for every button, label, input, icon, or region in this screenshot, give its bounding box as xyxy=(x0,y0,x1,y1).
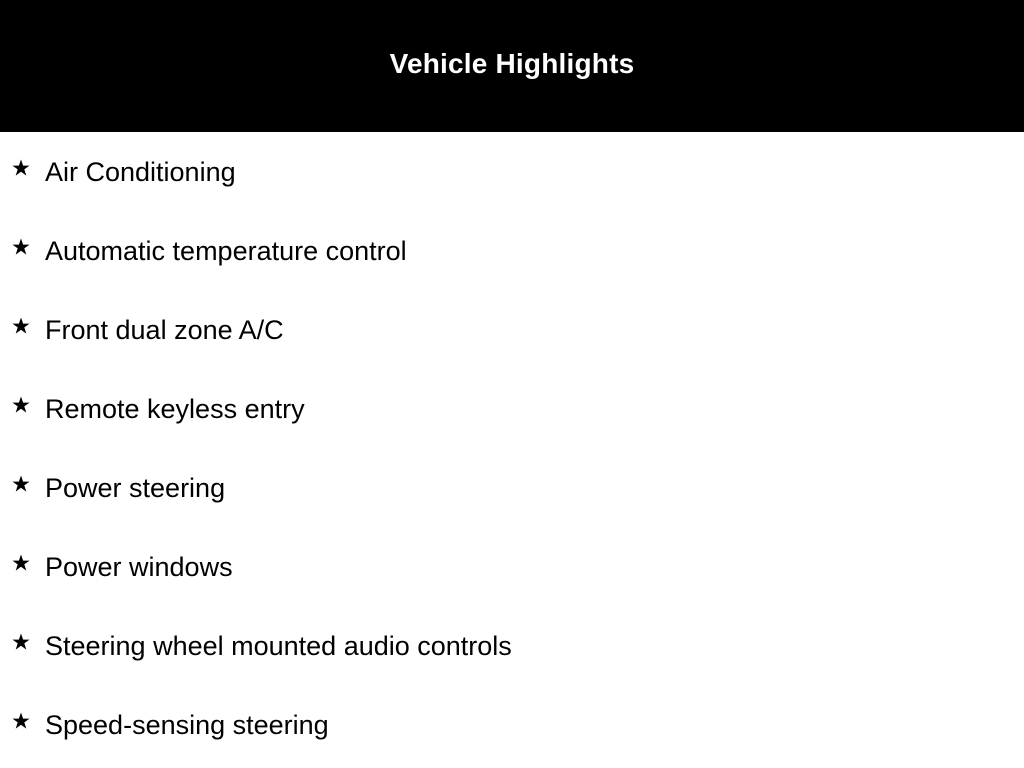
star-icon xyxy=(11,158,31,178)
star-icon xyxy=(11,474,31,494)
star-icon xyxy=(11,632,31,652)
list-item xyxy=(0,685,1024,764)
list-item-label: Automatic temperature control xyxy=(45,236,407,266)
star-icon xyxy=(11,316,31,336)
list-item xyxy=(0,527,1024,606)
list-item-label: Speed-sensing steering xyxy=(45,710,329,740)
list-item-label: Air Conditioning xyxy=(45,157,236,187)
list-item-label: Remote keyless entry xyxy=(45,394,305,424)
list-item xyxy=(0,211,1024,290)
list-item xyxy=(0,606,1024,685)
list-item xyxy=(0,448,1024,527)
list-item xyxy=(0,132,1024,211)
list-item-label: Steering wheel mounted audio controls xyxy=(45,631,512,661)
highlights-list xyxy=(0,132,1024,764)
list-item xyxy=(0,290,1024,369)
list-item xyxy=(0,369,1024,448)
list-item-label: Front dual zone A/C xyxy=(45,315,284,345)
page-title: Vehicle Highlights xyxy=(389,48,635,79)
header-bar xyxy=(0,0,1024,132)
star-icon xyxy=(11,237,31,257)
list-item-label: Power steering xyxy=(45,473,226,503)
star-icon xyxy=(11,711,31,731)
star-icon xyxy=(11,553,31,573)
list-item-label: Power windows xyxy=(45,552,233,582)
star-icon xyxy=(11,395,31,415)
